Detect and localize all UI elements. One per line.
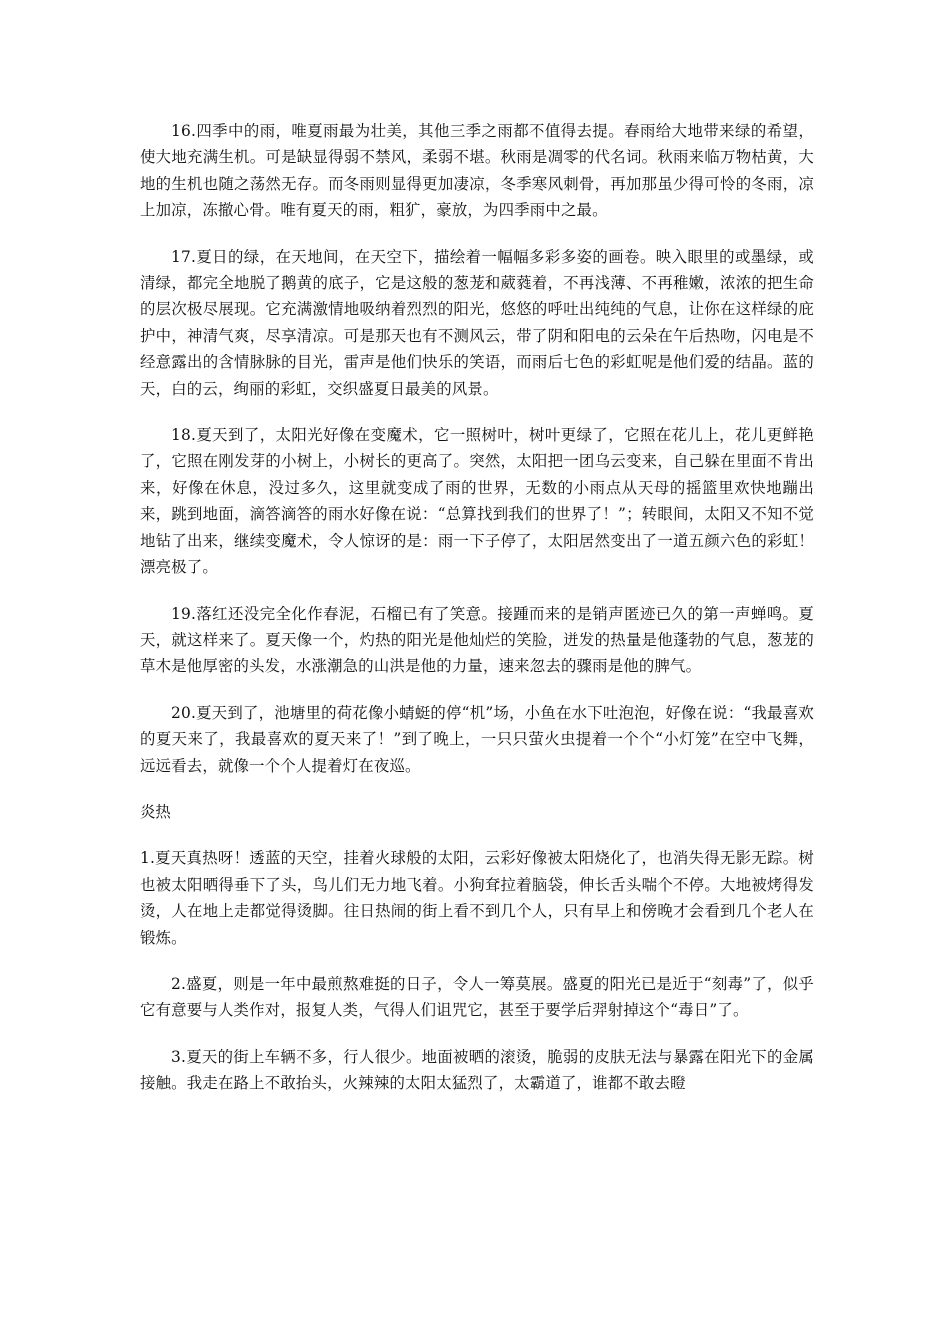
paragraph-18: 18.夏天到了，太阳光好像在变魔术，它一照树叶，树叶更绿了，它照在花儿上，花儿更鲜艳了，它照在刚发芽的小树上，小树长的更高了。突然，太阳把一团乌云变来，自己躲在里面不肯出来，好像在休息，没过多久，这里就变成了雨的世界，无数的小雨点从天母的摇篮里欢快地蹦出来，跳到地面，滴答滴答的雨水好像在说：“总算找到我们的世界了！”；转眼间，太阳又不知不觉地钻了出来，继续变魔术，令人惊讶的是：雨一下子停了，太阳居然变出了一道五颜六色的彩虹！漂亮极了。 bbox=[140, 426, 814, 577]
document-page bbox=[140, 118, 814, 1097]
paragraph-19: 19.落红还没完全化作春泥，石榴已有了笑意。接踵而来的是销声匿迹已久的第一声蝉鸣。夏天，就这样来了。夏天像一个，灼热的阳光是他灿烂的笑脸，迸发的热量是他蓬勃的气息，葱茏的草木是他厚密的头发，水涨潮急的山洪是他的力量，速来忽去的骤雨是他的脾气。 bbox=[140, 604, 814, 676]
paragraph-hot-1: 1.夏天真热呀！透蓝的天空，挂着火球般的太阳，云彩好像被太阳烧化了，也消失得无影无踪。树也被太阳晒得垂下了头，鸟儿们无力地飞着。小狗耷拉着脑袋，伸长舌头喘个不停。大地被烤得发烫，人在地上走都觉得烫脚。往日热闹的街上看不到几个人，只有早上和傍晚才会看到几个老人在锻炼。 bbox=[140, 849, 814, 947]
paragraph-20: 20.夏天到了，池塘里的荷花像小蜻蜓的停“机”场，小鱼在水下吐泡泡，好像在说：“我最喜欢的夏天来了，我最喜欢的夏天来了！”到了晚上，一只只萤火虫提着一个个“小灯笼”在空中飞舞，远远看去，就像一个个人提着灯在夜巡。 bbox=[140, 703, 814, 775]
paragraph-17: 17.夏日的绿，在天地间，在天空下，描绘着一幅幅多彩多姿的画卷。映入眼里的或墨绿，或清绿，都完全地脱了鹅黄的底子，它是这般的葱茏和葳蕤着，不再浅薄、不再稚嫩，浓浓的把生命的层次极尽展现。它充满激情地吸纳着烈烈的阳光，悠悠的呼吐出纯纯的气息，让你在这样绿的庇护中，神清气爽，尽享清凉。可是那天也有不测风云，带了阴和阳电的云朵在午后热吻，闪电是不经意露出的含情脉脉的目光，雷声是他们快乐的笑语，而雨后七色的彩虹呢是他们爱的结晶。蓝的天，白的云，绚丽的彩虹，交织盛夏日最美的风景。 bbox=[140, 247, 814, 398]
paragraph-16: 16.四季中的雨，唯夏雨最为壮美，其他三季之雨都不值得去提。春雨给大地带来绿的希望，使大地充满生机。可是缺显得弱不禁风，柔弱不堪。秋雨是凋零的代名词。秋雨来临万物枯黄，大地的生机也随之荡然无存。而冬雨则显得更加凄凉，冬季寒风刺骨，再加那虽少得可怜的冬雨，凉上加凉，冻撤心骨。唯有夏天的雨，粗犷，豪放，为四季雨中之最。 bbox=[140, 122, 814, 220]
section-heading: 炎热 bbox=[140, 802, 171, 821]
paragraph-hot-2: 2.盛夏，则是一年中最煎熬难挺的日子，令人一筹莫展。盛夏的阳光已是近于“刻毒”了，似乎它有意要与人类作对，报复人类，气得人们诅咒它，甚至于要学后羿射掉这个“毒日”了。 bbox=[140, 974, 814, 1020]
paragraph-hot-3: 3.夏天的街上车辆不多，行人很少。地面被晒的滚烫，脆弱的皮肤无法与暴露在阳光下的金属接触。我走在路上不敢抬头，火辣辣的太阳太猛烈了，太霸道了，谁都不敢去瞪 bbox=[140, 1047, 814, 1093]
